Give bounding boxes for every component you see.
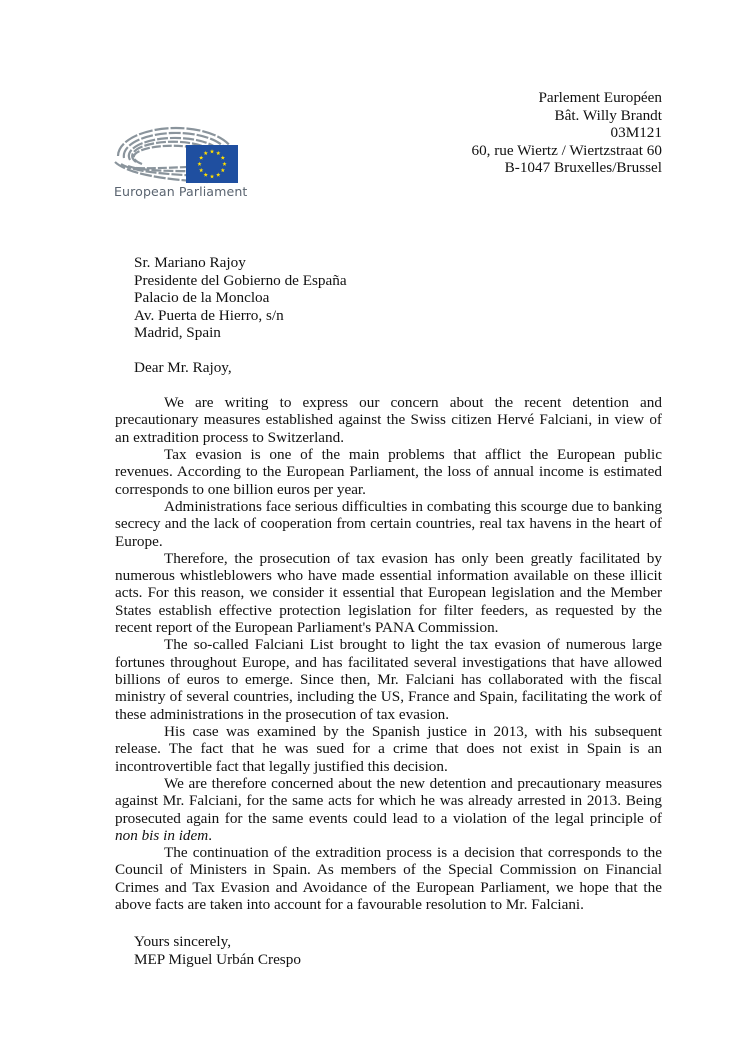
body-paragraph: [115, 775, 662, 844]
closing-block: [134, 933, 301, 969]
body-paragraph: We are writing to express our concern about the recent detention and precautionary measures established against the Swiss citizen Hervé Falciani, in view of an extradition process to Switzerland.: [115, 394, 662, 446]
recipient-address-line: Av. Puerta de Hierro, s/n: [134, 306, 284, 324]
salutation: Dear Mr. Rajoy,: [134, 359, 232, 376]
sender-address-line: B-1047 Bruxelles/Brussel: [504, 159, 662, 177]
latin-phrase: non bis in idem: [115, 826, 209, 844]
recipient-address-line: Palacio de la Moncloa: [134, 289, 270, 307]
body-paragraph: Therefore, the prosecution of tax evasion has only been greatly facilitated by numerous whistleblowers who have made essential information available on these illicit acts. For this reason, we consider it essential that European legislation and the Member States establish effective protection legislation for filter feeders, as requested by the recent report of the European Parliament's PANA Commission.: [115, 549, 662, 637]
body-paragraph: Administrations face serious difficulties in combating this scourge due to banking secrecy and the lack of cooperation from certain countries, real tax havens in the heart of Europe.: [115, 497, 662, 550]
paragraph-text: We are therefore concerned about the new detention and precautionary measures against Mr. Falciani, for the same acts for which he was already arrested in 2013. Being prosecuted again for the same events could lead to a violation of the legal principle of: [115, 774, 662, 827]
body-paragraph: His case was examined by the Spanish justice in 2013, with his subsequent release. The fact that he was sued for a crime that does not exist in Spain is an incontrovertible fact that legally justified this decision.: [115, 722, 662, 775]
sender-address: [471, 89, 662, 177]
body-paragraph: The so-called Falciani List brought to light the tax evasion of numerous large fortunes throughout Europe, and has facilitated several investigations that have allowed billions of euros to emerge. Since then, Mr. Falciani has collaborated with the fiscal ministry of several countries, including the US, France and Spain, facilitating the work of these administrations in the prosecution of tax evasion.: [115, 636, 662, 723]
paragraph-text: .: [208, 826, 213, 844]
logo-text: European Parliament: [114, 184, 248, 199]
recipient-address-line: Sr. Mariano Rajoy: [134, 254, 246, 271]
sender-address-line: 03M121: [610, 124, 662, 142]
sender-address-line: Parlement Européen: [538, 89, 662, 106]
closing: Yours sincerely,: [134, 933, 232, 950]
letter-body: [115, 394, 662, 913]
body-paragraph: Tax evasion is one of the main problems that afflict the European public revenues. According to the European Parliament, the loss of annual income is estimated corresponds to one billion euros per year.: [115, 445, 662, 498]
body-paragraph: The continuation of the extradition process is a decision that corresponds to the Council of Ministers in Spain. As members of the Special Commission on Financial Crimes and Tax Evasion and Avoidance of the European Parliament, we hope that the above facts are taken into account for a favourable resolution to Mr. Falciani.: [115, 844, 662, 914]
eu-flag-icon: [186, 145, 238, 183]
recipient-address-line: Presidente del Gobierno de España: [134, 271, 347, 289]
recipient-address: [134, 254, 347, 342]
sender-address-line: Bât. Willy Brandt: [554, 106, 662, 124]
signature: MEP Miguel Urbán Crespo: [134, 951, 301, 968]
recipient-address-line: Madrid, Spain: [134, 324, 221, 342]
sender-address-line: 60, rue Wiertz / Wiertzstraat 60: [471, 141, 662, 159]
